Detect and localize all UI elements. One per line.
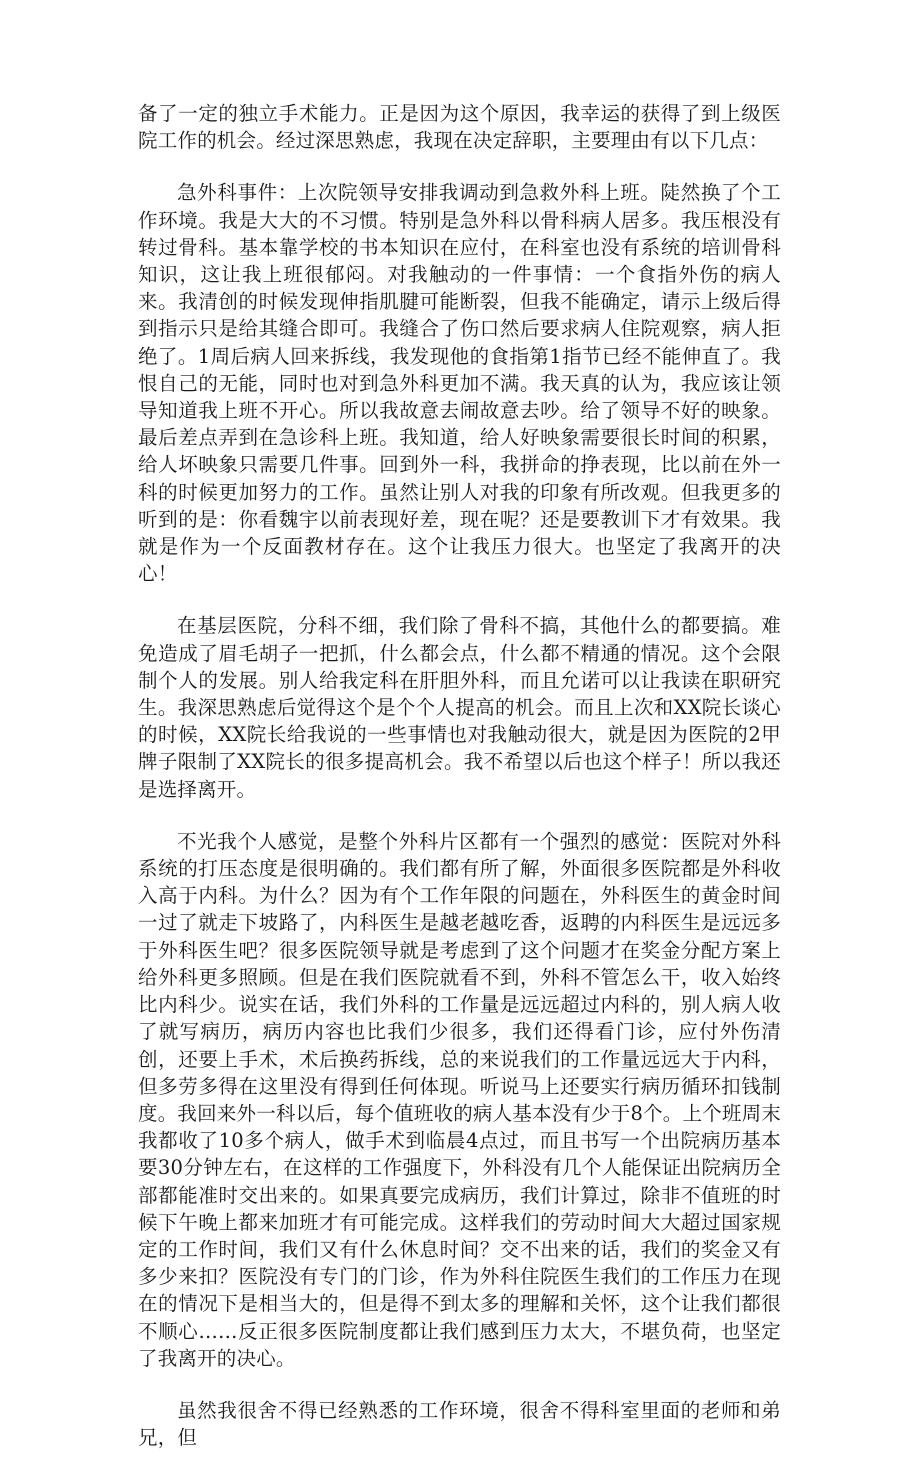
paragraph-surgery-department-pressure: 不光我个人感觉，是整个外科片区都有一个强烈的感觉：医院对外科系统的打压态度是很明确的。我们都有所了解，外面很多医院都是外科收入高于内科。为什么？因为有个工作年限的问题在，外科医生的黄金时间一过了就走下坡路了，内科医生是越老越吃香，返聘的内科医生是远远多于外科医生吧？很多医院领导就是考虑到了这个问题才在奖金分配方案上给外科更多照顾。但是在我们医院就看不到，外科不管怎么干，收入始终比内科少。说实在话，我们外科的工作量是远远超过内科的，别人病人收了就写病历，病历内容也比我们少很多，我们还得看门诊，应付外伤清创，还要上手术，术后换药拆线，总的来说我们的工作量远远大于内科，但多劳多得在这里没有得到任何体现。听说马上还要实行病历循环扣钱制度。我回来外一科以后，每个值班收的病人基本没有少于8个。上个班周末我都收了10多个病人，做手术到临晨4点过，而且书写一个出院病历基本要30分钟左右，在这样的工作强度下，外科没有几个人能保证出院病历全部都能准时交出来的。如果真要完成病历，我们计算过，除非不值班的时候下午晚上都来加班才有可能完成。这样我们的劳动时间大大超过国家规定的工作时间，我们又有什么休息时间？交不出来的话，我们的奖金又有多少来扣？医院没有专门的门诊，作为外科住院医生我们的工作压力在现在的情况下是相当大的，但是得不到太多的理解和关怀，这个让我们都很不顺心……反正很多医院制度都让我们感到压力太大，不堪负荷，也坚定了我离开的决心。 [138, 829, 782, 1370]
paragraph-farewell: 虽然我很舍不得已经熟悉的工作环境，很舍不得科室里面的老师和弟兄，但 [138, 1398, 781, 1450]
paragraph-emergency-surgery-incident: 急外科事件：上次院领导安排我调动到急救外科上班。陡然换了个工作环境。我是大大的不习惯。特别是急外科以骨科病人居多。我压根没有转过骨科。基本靠学校的书本知识在应付，在科室也没有系统的培训骨科知识，这让我上班很郁闷。对我触动的一件事情：一个食指外伤的病人来。我清创的时候发现伸指肌腱可能断裂，但我不能确定，请示上级后得到指示只是给其缝合即可。我缝合了伤口然后要求病人住院观察，病人拒绝了。1周后病人回来拆线，我发现他的食指第1指节已经不能伸直了。我恨自己的无能，同时也对到急外科更加不满。我天真的认为，我应该让领导知道我上班不开心。所以我故意去闹故意去吵。给了领导不好的映象。最后差点弄到在急诊科上班。我知道，给人好映象需要很长时间的积累，给人坏映象只需要几件事。回到外一科，我拼命的挣表现，比以前在外一科的时候更加努力的工作。虽然让别人对我的印象有所改观。但我更多的听到的是：你看魏宇以前表现好差，现在呢？还是要教训下才有效果。我就是作为一个反面教材存在。这个让我压力很大。也坚定了我离开的决心！ [138, 181, 781, 586]
paragraph-grassroots-hospital: 在基层医院，分科不细，我们除了骨科不搞，其他什么的都要搞。难免造成了眉毛胡子一把抓，什么都会点，什么都不精通的情况。这个会限制个人的发展。别人给我定科在肝胆外科，而且允诺可以让我读在职研究生。我深思熟虑后觉得这个是个个人提高的机会。而且上次和XX院长谈心的时候，XX院长给我说的一些事情也对我触动很大，就是因为医院的2甲牌子限制了XX院长的很多提高机会。我不希望以后也这个样子！所以我还是选择离开。 [138, 614, 781, 801]
document-body [138, 100, 781, 1476]
paragraph-intro: 备了一定的独立手术能力。正是因为这个原因，我幸运的获得了到上级医院工作的机会。经过深思熟虑，我现在决定辞职，主要理由有以下几点： [138, 102, 781, 153]
